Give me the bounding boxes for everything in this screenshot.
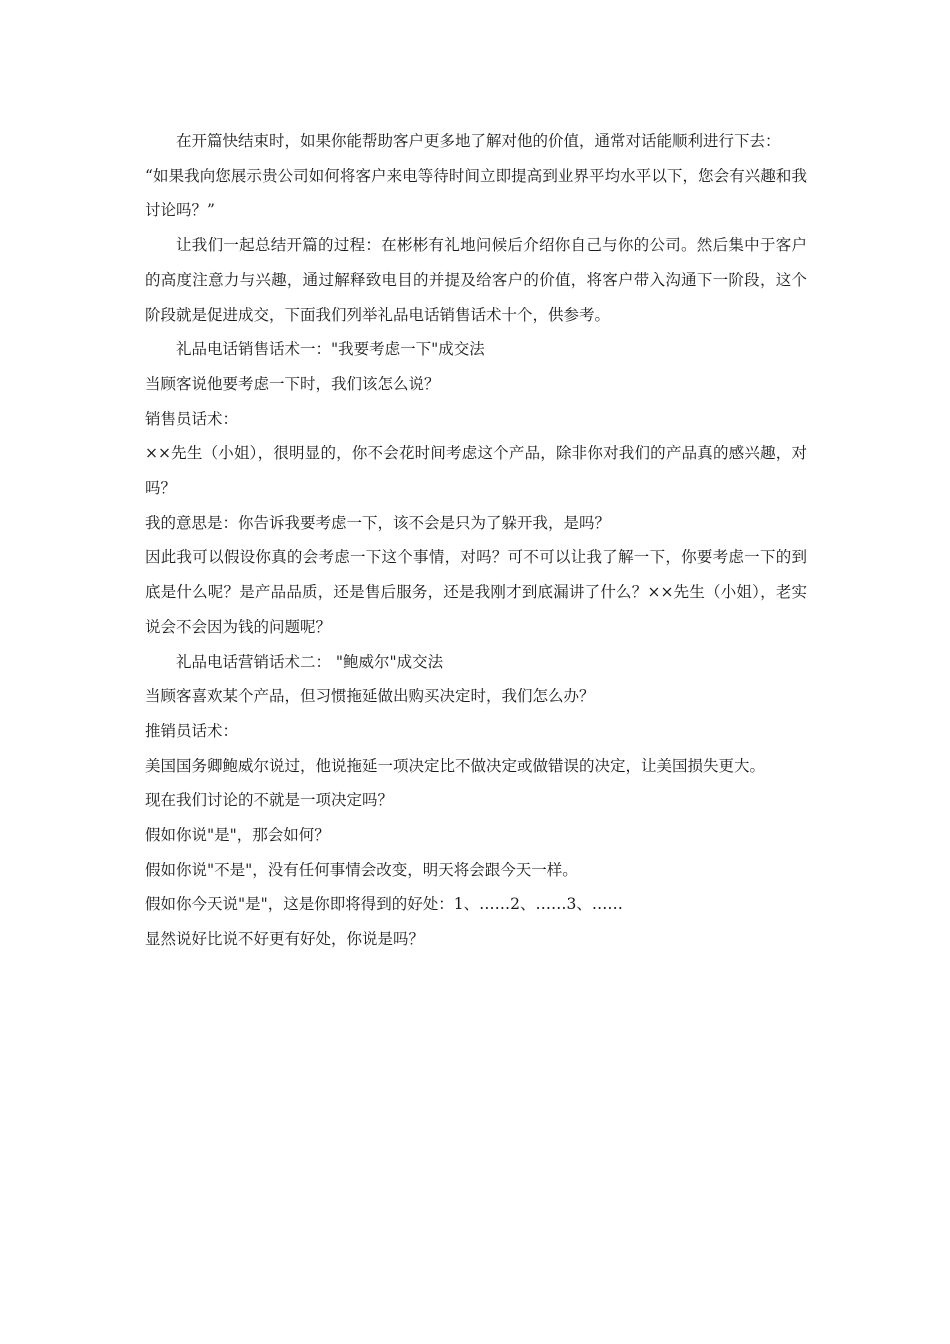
paragraph-script-one-line-2: 我的意思是：你告诉我要考虑一下，该不会是只为了躲开我，是吗？: [145, 513, 611, 532]
paragraph-question-one: 当顾客说他要考虑一下时，我们该怎么说？: [145, 374, 440, 393]
heading-script-one: 礼品电话销售话术一："我要考虑一下"成交法: [176, 340, 485, 359]
paragraph-benefits: 假如你今天说"是"，这是你即将得到的好处：1、……2、……3、……: [145, 895, 623, 914]
paragraph-if-no: 假如你说"不是"，没有任何事情会改变，明天将会跟今天一样。: [145, 860, 578, 879]
document-body: [145, 124, 807, 957]
paragraph-decision: 现在我们讨论的不就是一项决定吗？: [145, 791, 394, 810]
paragraph-question-two: 当顾客喜欢某个产品，但习惯拖延做出购买决定时，我们怎么办？: [145, 687, 595, 706]
paragraph-closing: 显然说好比说不好更有好处，你说是吗？: [145, 930, 425, 949]
paragraph-promoter-script-label: 推销员话术：: [145, 721, 239, 740]
paragraph-script-one-line-3: 因此我可以假设你真的会考虑一下这个事情，对吗？可不可以让我了解一下，你要考虑一下的到底是什么呢？是产品品质，还是售后服务，还是我刚才到底漏讲了什么？××先生（小姐），老实说会不会因为钱的问题呢？: [145, 548, 807, 636]
paragraph-summary: 让我们一起总结开篇的过程：在彬彬有礼地问候后介绍你自己与你的公司。然后集中于客户的高度注意力与兴趣，通过解释致电目的并提及给客户的价值，将客户带入沟通下一阶段，这个阶段就是促进成交，下面我们列举礼品电话销售话术十个，供参考。: [145, 236, 807, 324]
paragraph-script-one-line-1: ××先生（小姐），很明显的，你不会花时间考虑这个产品，除非你对我们的产品真的感兴趣，对吗？: [145, 444, 807, 498]
paragraph-sales-script-label: 销售员话术：: [145, 409, 239, 428]
heading-script-two: 礼品电话营销话术二： "鲍威尔"成交法: [176, 652, 444, 671]
paragraph-powell-quote: 美国国务卿鲍威尔说过，他说拖延一项决定比不做决定或做错误的决定，让美国损失更大。: [145, 756, 766, 775]
paragraph-opening-end: 在开篇快结束时，如果你能帮助客户更多地了解对他的价值，通常对话能顺利进行下去：: [176, 132, 781, 150]
paragraph-if-yes: 假如你说"是"，那会如何？: [145, 826, 330, 845]
paragraph-quote: “如果我向您展示贵公司如何将客户来电等待时间立即提高到业界平均水平以下，您会有兴趣和我讨论吗？”: [145, 166, 807, 220]
